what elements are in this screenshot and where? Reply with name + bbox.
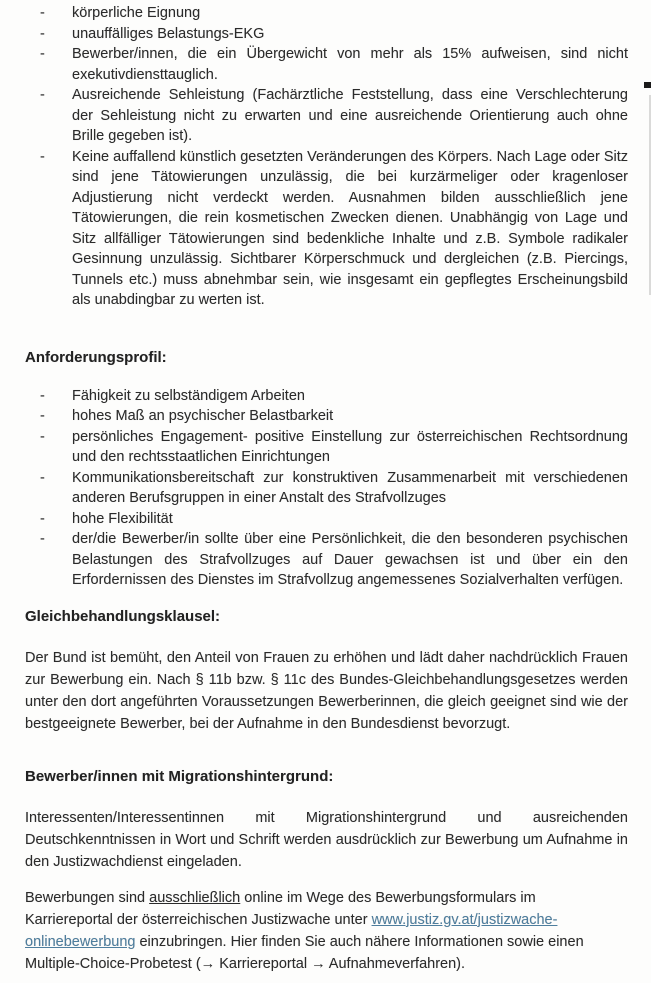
list-item — [25, 468, 628, 509]
list-item — [25, 509, 628, 530]
list-item — [25, 386, 628, 407]
section-heading-anforderungsprofil: Anforderungsprofil: — [25, 348, 167, 366]
bullet-dash: - — [40, 469, 45, 486]
bullet-text: Keine auffallend künstlich gesetzten Veränderungen des Körpers. Nach Lage oder Sitz sind jene Tätowierungen unzulässig, die bei kurzärmeliger oder kragenloser Adjustierung nicht verdeckt werden. Ausnahmen bilden ausschließlich jene Tätowierungen, die rein kosmetischen Zwecken dienen. Unabhängig von Lage und Sitz allfälliger Tätowierungen sind bedenkliche Inhalte und z.B. Symbole radikaler Gesinnung unzulässig. Sichtbarer Körperschmuck und dergleichen (z.B. Piercings, Tunnels etc.) muss abnehmbar sein, wie insgesamt ein gepflegtes Erscheinungsbild als unabdingbar zu werten ist. — [72, 148, 628, 308]
bullet-text: persönliches Engagement- positive Einstellung zur österreichischen Rechtsordnung und den rechtsstaatlichen Einrichtungen — [72, 428, 628, 465]
list-item — [25, 406, 628, 427]
bullet-dash: - — [40, 25, 45, 42]
list-item — [25, 85, 628, 147]
section-heading-gleichbehandlungsklausel: Gleichbehandlungsklausel: — [25, 607, 221, 625]
bullet-dash: - — [40, 87, 45, 103]
application-text-part3: einzubringen. Hier finden Sie auch nähere Informationen sowie einen Multiple-Choice-Probetest (→ Karriereportal → Aufnahmeverfahren). — [25, 933, 584, 972]
list-item — [25, 44, 628, 85]
bullet-text: der/die Bewerber/in sollte über eine Persönlichkeit, die den besonderen psychischen Belastungen des Strafvollzuges auf Dauer gewachsen ist und über ein den Erfordernissen des Dienstes im Strafvollzug angemessenes Sozialverhalten verfügen. — [72, 531, 628, 588]
medical-requirements-list — [25, 3, 628, 311]
bullet-dash: - — [40, 531, 45, 547]
bullet-dash: - — [40, 428, 45, 445]
bullet-dash: - — [40, 510, 45, 527]
list-item — [25, 24, 628, 45]
section-heading-migrationshintergrund: Bewerber/innen mit Migrationshintergrund: — [25, 767, 334, 785]
emphasis-ausschliesslich: ausschließlich — [149, 889, 241, 906]
requirements-list — [25, 386, 628, 591]
paragraph-application-instructions — [25, 887, 603, 975]
bullet-text: Ausreichende Sehleistung (Fachärztliche Feststellung, dass eine Verschlechterung der Sehleistung nicht zu erwarten und eine ausreichende Orientierung auch ohne Brille gegeben ist). — [72, 87, 628, 144]
bullet-dash: - — [40, 408, 45, 424]
bullet-text: Fähigkeit zu selbständigem Arbeiten — [72, 387, 305, 404]
bullet-text: hohes Maß an psychischer Belastbarkeit — [72, 408, 334, 424]
bullet-dash: - — [40, 387, 45, 404]
list-item — [25, 147, 628, 311]
bullet-text: körperliche Eignung — [72, 5, 201, 21]
paragraph-equal-treatment: Der Bund ist bemüht, den Anteil von Frauen zu erhöhen und lädt daher nachdrücklich Frauen zur Bewerbung ein. Nach § 11b bzw. § 11c des Bundes-Gleichbehandlungsgesetzes werden unter den dort angeführten Voraussetzungen Bewerberinnen, die gleich geeignet sind wie der bestgeeignete Bewerber, bei der Aufnahme in den Bundesdienst bevorzugt. — [25, 649, 628, 732]
application-text-part2: online im Wege des Bewerbungsformulars im Karriereportal der österreichischen Justizwache unter — [25, 889, 536, 928]
bullet-text: unauffälliges Belastungs-EKG — [72, 25, 265, 42]
list-item — [25, 427, 628, 468]
justizwache-onlinebewerbung-link[interactable]: www.justiz.gv.at/justizwache-onlinebewerbung — [25, 911, 558, 950]
bullet-dash: - — [40, 148, 45, 165]
bullet-dash: - — [40, 46, 45, 62]
bullet-text: hohe Flexibilität — [72, 510, 173, 527]
application-text-part1: Bewerbungen sind — [25, 889, 150, 906]
paragraph-migration: Interessenten/Interessentinnen mit Migrationshintergrund und ausreichenden Deutschkenntnissen in Wort und Schrift werden ausdrücklich zur Bewerbung um Aufnahme in den Justizwachdienst eingeladen. — [25, 809, 628, 870]
scan-artifact-mark — [644, 82, 651, 88]
bullet-text: Kommunikationsbereitschaft zur konstruktiven Zusammenarbeit mit verschiedenen anderen Berufsgruppen in einer Anstalt des Strafvollzuges — [72, 469, 628, 506]
list-item — [25, 3, 628, 24]
bullet-text: Bewerber/innen, die ein Übergewicht von mehr als 15% aufweisen, sind nicht exekutivdiensttauglich. — [72, 46, 628, 83]
list-item — [25, 529, 628, 591]
bullet-dash: - — [40, 5, 45, 21]
